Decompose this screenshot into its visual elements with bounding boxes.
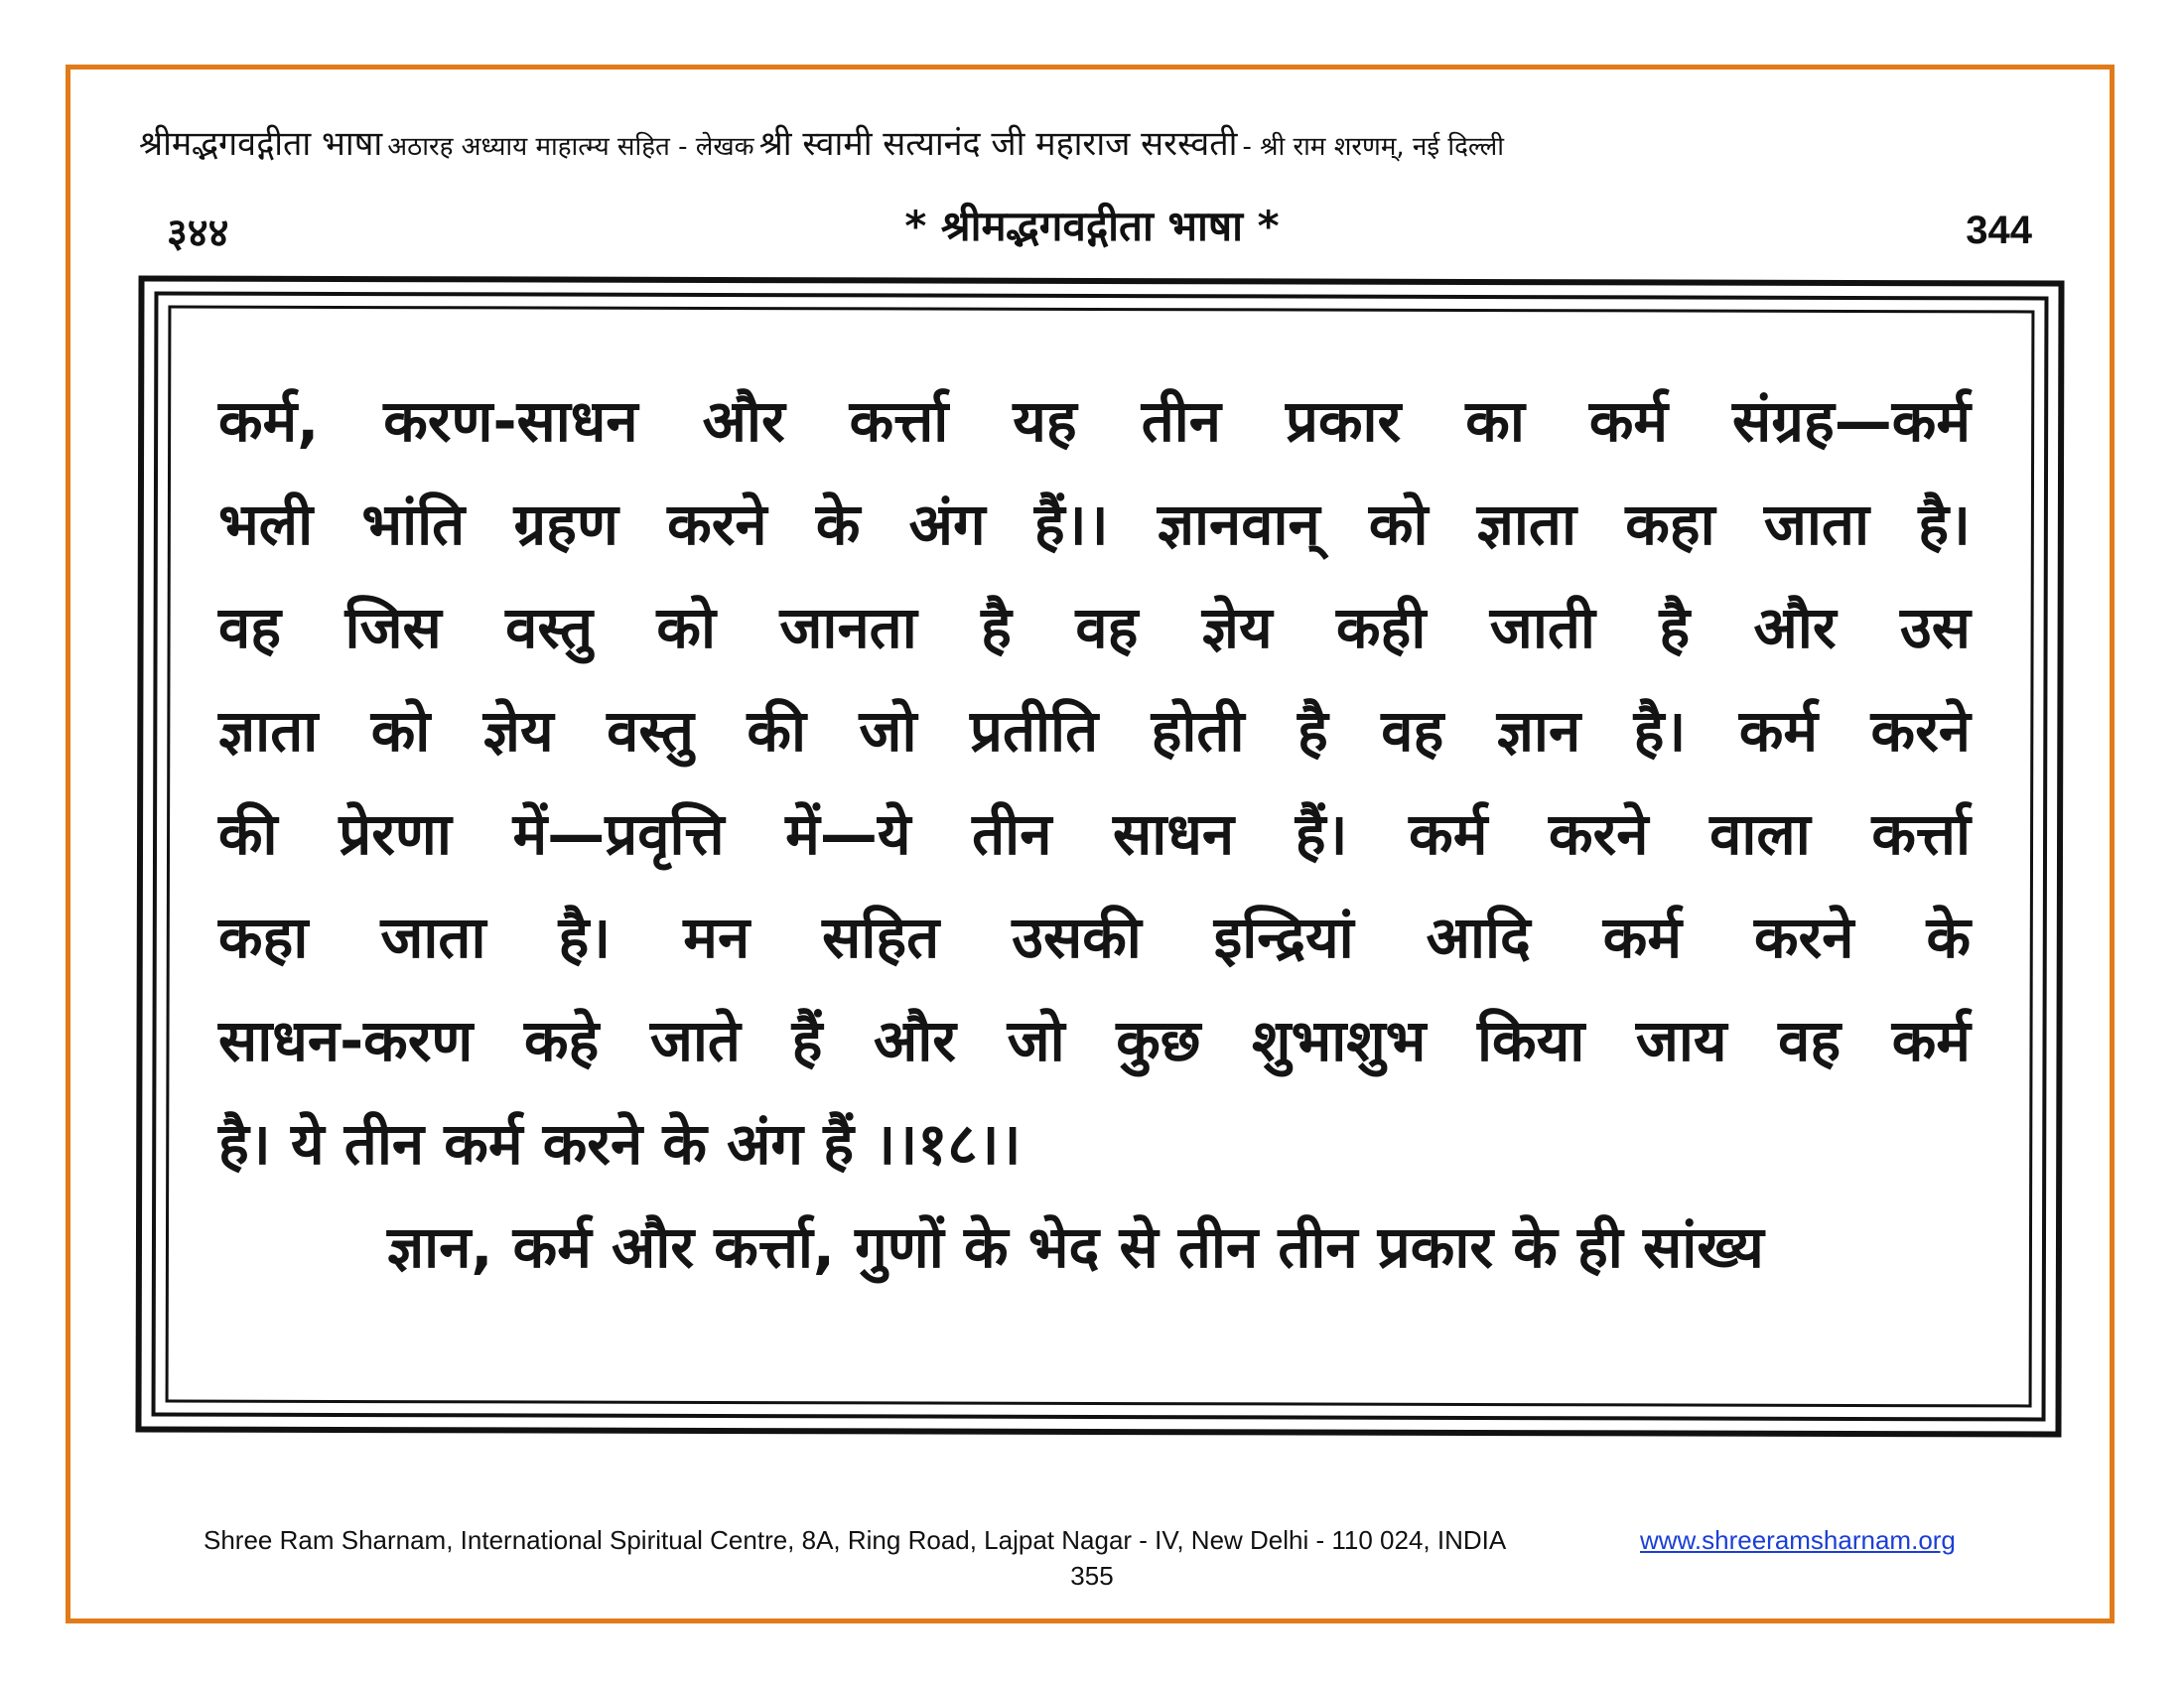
text-line: वह जिस वस्तु को जानता है वह ज्ञेय कही जाती है और उस <box>218 594 1971 661</box>
header-title: श्रीमद्भगवद्गीता भाषा <box>139 124 383 164</box>
header-subtitle: अठारह अध्याय माहात्म्य सहित - लेखक <box>387 132 754 162</box>
header-publisher: - श्री राम शरणम्, नई दिल्ली <box>1242 132 1504 162</box>
scan-running-title: * श्रीमद्भगवद्गीता भाषा * <box>904 202 1280 250</box>
footer-page-number: 355 <box>1070 1561 1114 1591</box>
scan-page-number-devanagari: ३४४ <box>167 211 229 256</box>
text-line: साधन-करण कहे जाते हैं और जो कुछ शुभाशुभ किया जाय वह कर्म <box>218 1007 1971 1074</box>
text-line: कर्म, करण-साधन और कर्त्ता यह तीन प्रकार का कर्म संग्रह—कर्म <box>218 387 1971 455</box>
text-line: है। ये तीन कर्म करने के अंग हैं ।।१८।। <box>218 1110 1022 1178</box>
text-line: ज्ञाता को ज्ञेय वस्तु की जो प्रतीति होती है वह ज्ञान है। कर्म करने <box>218 697 1971 765</box>
text-line: कहा जाता है। मन सहित उसकी इन्द्रियां आदि कर्म करने के <box>218 904 1971 971</box>
text-line: भली भांति ग्रहण करने के अंग हैं।। ज्ञानवान् को ज्ञाता कहा जाता है। <box>218 491 1971 558</box>
verse-commentary <box>218 369 1971 1299</box>
header-author: श्री स्वामी सत्यानंद जी महाराज सरस्वती <box>758 124 1238 164</box>
footer-address: Shree Ram Sharnam, International Spiritual Centre, 8A, Ring Road, Lajpat Nagar - IV, New Delhi - 110 024, INDIA <box>204 1525 1507 1555</box>
next-paragraph-line: ज्ञान, कर्म और कर्त्ता, गुणों के भेद से तीन तीन प्रकार के ही सांख्य <box>387 1213 1764 1281</box>
page-header <box>139 119 2055 165</box>
text-line: की प्रेरणा में—प्रवृत्ति में—ये तीन साधन हैं। कर्म करने वाला कर्त्ता <box>218 800 1971 868</box>
scan-page-number: 344 <box>1966 209 2032 252</box>
website-link[interactable]: www.shreeramsharnam.org <box>1640 1525 1956 1555</box>
